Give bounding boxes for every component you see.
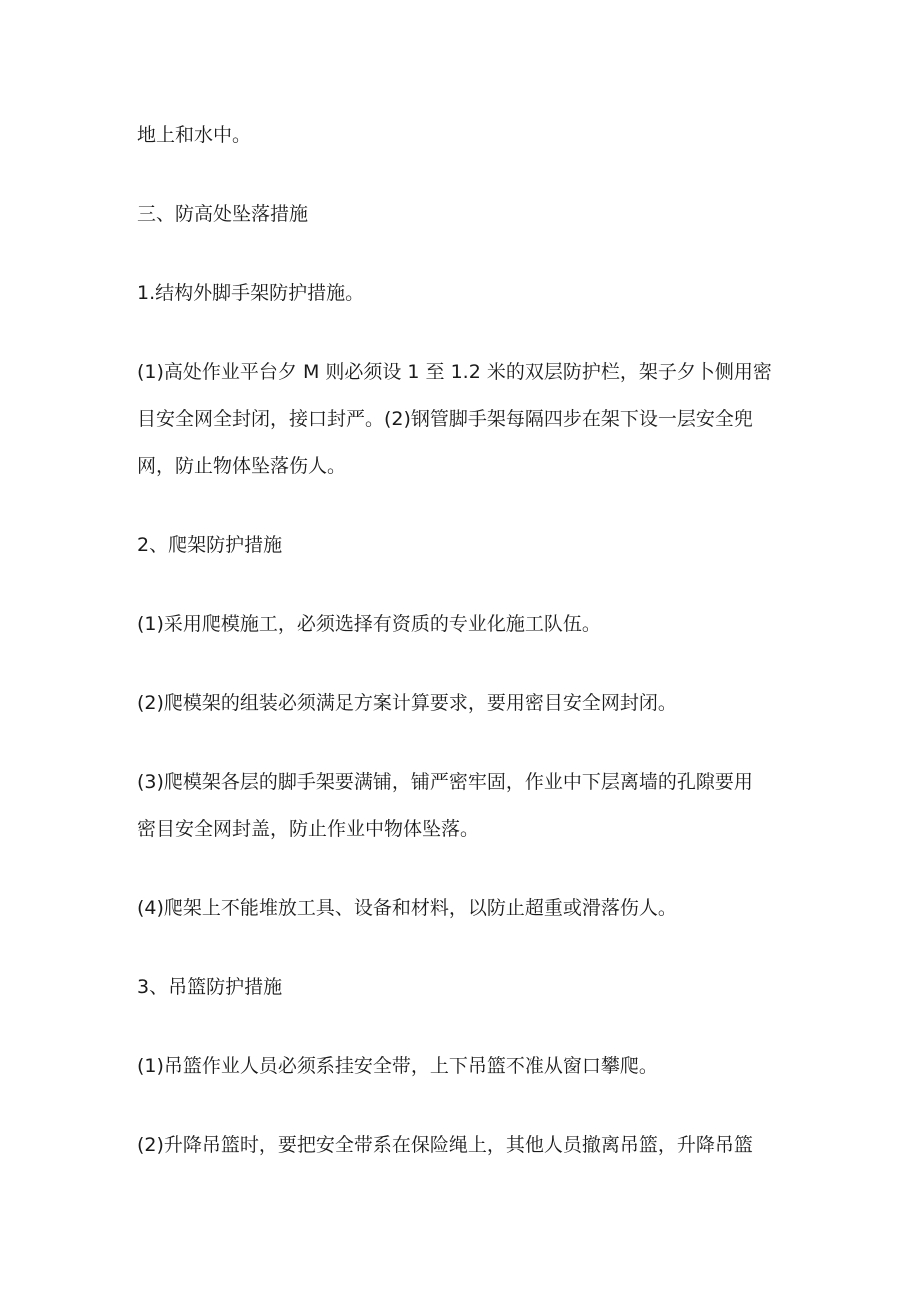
- paragraph-gondola-1: [137, 1043, 792, 1090]
- document-body: [137, 112, 792, 1201]
- text-line: 地上和水中。: [137, 124, 252, 146]
- paragraph-gondola-2: [137, 1122, 792, 1169]
- text-line: 3、吊篮防护措施: [137, 976, 283, 998]
- text-line: 2、爬架防护措施: [137, 534, 283, 556]
- subsection-heading-gondola: [137, 964, 792, 1011]
- text-line: (4)爬架上不能堆放工具、设备和材料，以防止超重或滑落伤人。: [137, 897, 677, 919]
- text-line: (1)吊篮作业人员必须系挂安全带，上下吊篮不准从窗口攀爬。: [137, 1055, 658, 1077]
- paragraph-climbing-3: [137, 759, 792, 853]
- paragraph-climbing-1: [137, 601, 792, 648]
- paragraph-continuation: [137, 112, 792, 159]
- text-line: 三、防高处坠落措施: [137, 203, 309, 225]
- text-line: (2)升降吊篮时，要把安全带系在保险绳上，其他人员撤离吊篮，升降吊篮: [137, 1134, 753, 1156]
- subsection-heading-scaffold: [137, 270, 792, 317]
- text-line: 密目安全网封盖，防止作业中物体坠落。: [137, 818, 480, 840]
- text-line: 目安全网全封闭，接口封严。(2)钢管脚手架每隔四步在架下设一层安全兜: [137, 408, 753, 430]
- text-line: (2)爬模架的组装必须满足方案计算要求，要用密目安全网封闭。: [137, 692, 677, 714]
- subsection-heading-climbing-frame: [137, 522, 792, 569]
- text-line: (1)高处作业平台夕 M 则必须设 1 至 1.2 米的双层防护栏，架子夕卜侧用密: [137, 361, 772, 383]
- text-line: 网，防止物体坠落伤人。: [137, 455, 347, 477]
- text-line: (3)爬模架各层的脚手架要满铺，铺严密牢固，作业中下层离墙的孔隙要用: [137, 771, 753, 793]
- paragraph-climbing-2: [137, 680, 792, 727]
- section-heading-fall-prevention: [137, 191, 792, 238]
- paragraph-scaffold-measures: [137, 349, 792, 490]
- text-line: (1)采用爬模施工，必须选择有资质的专业化施工队伍。: [137, 613, 601, 635]
- text-line: 1.结构外脚手架防护措施。: [137, 282, 365, 304]
- paragraph-climbing-4: [137, 885, 792, 932]
